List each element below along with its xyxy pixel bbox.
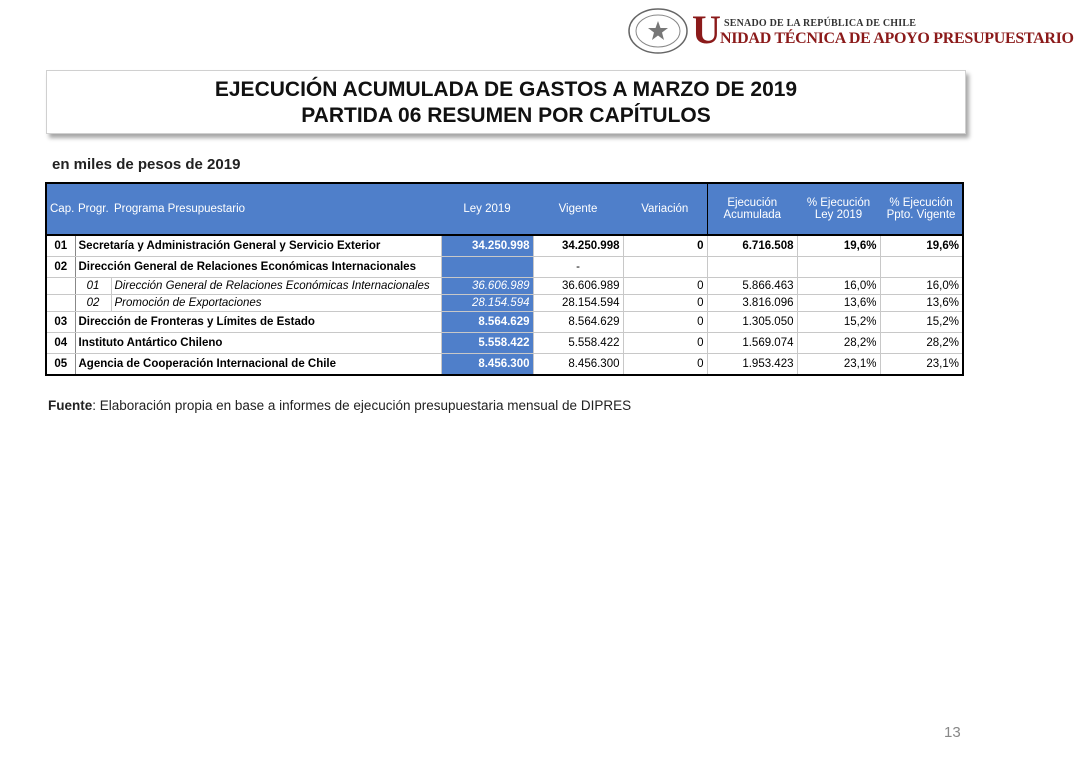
cell-cap: 04 — [46, 333, 75, 354]
page-subtitle: PARTIDA 06 RESUMEN POR CAPÍTULOS — [301, 104, 711, 127]
source-note — [48, 398, 631, 413]
table-header-row — [46, 183, 963, 235]
cell-ley — [441, 257, 533, 278]
cell-vigente: 8.564.629 — [533, 312, 623, 333]
cell-ejecucion: 3.816.096 — [707, 295, 797, 312]
cell-cap: 02 — [46, 257, 75, 278]
cell-cap: 05 — [46, 354, 75, 376]
table-subrow — [46, 295, 963, 312]
cell-ley: 5.558.422 — [441, 333, 533, 354]
header-logo — [628, 7, 1074, 58]
col-header-variacion: Variación — [623, 183, 707, 235]
senate-seal-icon — [628, 8, 688, 54]
source-label: Fuente — [48, 398, 93, 413]
source-text: : Elaboración propia en base a informes de ejecución presupuestaria mensual de DIPRES — [92, 398, 632, 413]
cell-ejecucion — [707, 257, 797, 278]
col-header-cap: Cap. — [46, 183, 75, 235]
col-header-pct-vig-l1: % Ejecución — [889, 197, 953, 209]
cell-pct-vigente: 23,1% — [880, 354, 963, 376]
cell-cap-empty — [46, 278, 75, 295]
cell-cap: 03 — [46, 312, 75, 333]
cell-vigente: 36.606.989 — [533, 278, 623, 295]
cell-variacion: 0 — [623, 333, 707, 354]
cell-vigente: 34.250.998 — [533, 235, 623, 257]
org-name-unit: NIDAD TÉCNICA DE APOYO PRESUPUESTARIO — [720, 30, 1074, 47]
cell-ejecucion: 6.716.508 — [707, 235, 797, 257]
cell-name: Dirección General de Relaciones Económicas Internacionales — [75, 257, 441, 278]
cell-variacion: 0 — [623, 278, 707, 295]
cell-pct-vigente: 13,6% — [880, 295, 963, 312]
col-header-pct-vigente — [880, 183, 963, 235]
cell-name: Secretaría y Administración General y Servicio Exterior — [75, 235, 441, 257]
cell-pct-vigente: 28,2% — [880, 333, 963, 354]
cell-pct-vigente: 19,6% — [880, 235, 963, 257]
col-header-ejecucion-l1: Ejecución — [727, 197, 778, 209]
cell-pct-ley — [797, 257, 880, 278]
cell-ejecucion: 1.569.074 — [707, 333, 797, 354]
cell-pct-vigente — [880, 257, 963, 278]
cell-ley: 8.456.300 — [441, 354, 533, 376]
cell-cap: 01 — [46, 235, 75, 257]
cell-variacion: 0 — [623, 295, 707, 312]
table-row — [46, 235, 963, 257]
col-header-pct-ley-l2: Ley 2019 — [814, 209, 863, 221]
cell-variacion — [623, 257, 707, 278]
table-row — [46, 354, 963, 376]
cell-name: Dirección de Fronteras y Límites de Estado — [75, 312, 441, 333]
cell-pct-ley: 13,6% — [797, 295, 880, 312]
col-header-ley: Ley 2019 — [441, 183, 533, 235]
cell-ley: 36.606.989 — [441, 278, 533, 295]
col-header-pct-vig-l2: Ppto. Vigente — [886, 209, 956, 221]
page-title: EJECUCIÓN ACUMULADA DE GASTOS A MARZO DE 2019 — [214, 78, 798, 101]
budget-table — [45, 182, 964, 376]
col-header-pct-ley-l1: % Ejecución — [806, 197, 871, 209]
org-initial: U — [692, 7, 721, 52]
cell-variacion: 0 — [623, 235, 707, 257]
cell-progr: 02 — [75, 295, 111, 312]
cell-cap-empty — [46, 295, 75, 312]
col-header-ejecucion-l2: Acumulada — [723, 209, 782, 221]
cell-vigente: 28.154.594 — [533, 295, 623, 312]
col-header-pct-ley — [797, 183, 880, 235]
table-row — [46, 333, 963, 354]
table-row — [46, 257, 963, 278]
cell-name: Dirección General de Relaciones Económicas Internacionales — [111, 278, 441, 295]
cell-ejecucion: 5.866.463 — [707, 278, 797, 295]
cell-pct-ley: 19,6% — [797, 235, 880, 257]
cell-pct-ley: 16,0% — [797, 278, 880, 295]
col-header-programa: Programa Presupuestario — [111, 183, 441, 235]
cell-ejecucion: 1.953.423 — [707, 354, 797, 376]
cell-variacion: 0 — [623, 354, 707, 376]
cell-pct-ley: 28,2% — [797, 333, 880, 354]
cell-ejecucion: 1.305.050 — [707, 312, 797, 333]
cell-vigente: 5.558.422 — [533, 333, 623, 354]
cell-pct-ley: 15,2% — [797, 312, 880, 333]
cell-pct-vigente: 15,2% — [880, 312, 963, 333]
cell-name: Agencia de Cooperación Internacional de Chile — [75, 354, 441, 376]
title-box — [46, 70, 966, 134]
col-header-vigente: Vigente — [533, 183, 623, 235]
units-caption: en miles de pesos de 2019 — [52, 156, 241, 173]
cell-name: Instituto Antártico Chileno — [75, 333, 441, 354]
cell-pct-ley: 23,1% — [797, 354, 880, 376]
cell-ley: 8.564.629 — [441, 312, 533, 333]
cell-vigente: 8.456.300 — [533, 354, 623, 376]
col-header-ejecucion — [707, 183, 797, 235]
cell-progr: 01 — [75, 278, 111, 295]
col-header-progr: Progr. — [75, 183, 111, 235]
cell-vigente: - — [533, 257, 623, 278]
page-number: 13 — [944, 724, 961, 741]
cell-name: Promoción de Exportaciones — [111, 295, 441, 312]
cell-ley: 28.154.594 — [441, 295, 533, 312]
cell-variacion: 0 — [623, 312, 707, 333]
table-subrow — [46, 278, 963, 295]
cell-pct-vigente: 16,0% — [880, 278, 963, 295]
org-name-senate: SENADO DE LA REPÚBLICA DE CHILE — [724, 18, 917, 29]
cell-ley: 34.250.998 — [441, 235, 533, 257]
table-row — [46, 312, 963, 333]
